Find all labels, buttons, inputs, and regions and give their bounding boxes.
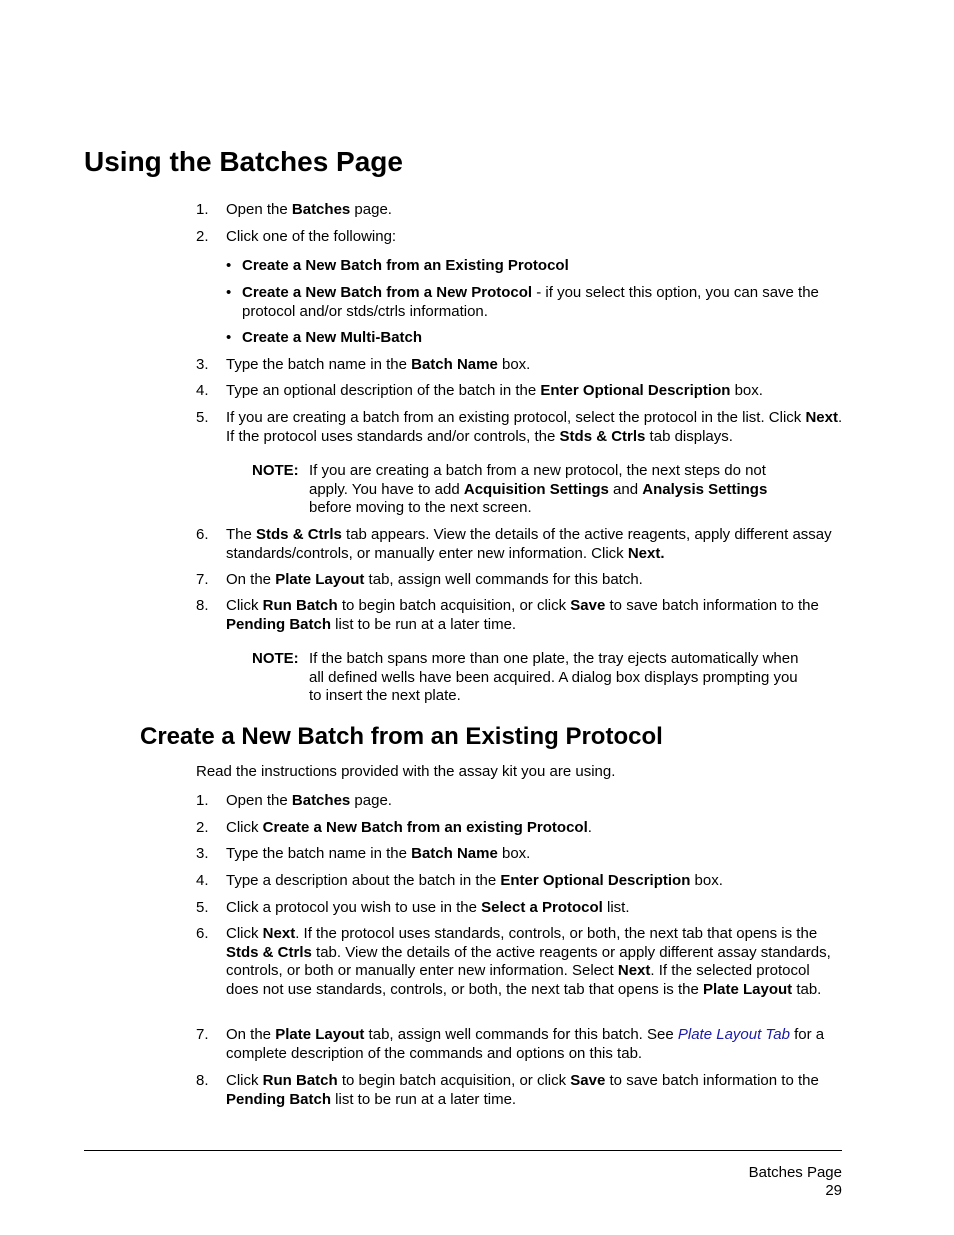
intro-text: Read the instructions provided with the assay kit you are using. <box>196 763 616 780</box>
footer-divider <box>84 1150 842 1151</box>
document-page: Using the Batches Page 1. Open the Batches page. 2. Click one of the following: • Create a New Batch from an Existing Protocol • Create a New Batch from a New Protocol - if you select this option, you can save the protocol and/or stds/ctrls information. • Create a New Multi-Batch 3. Type the batch name in the Batch Name box. 4. Type an optional description of the batch in the Enter Optional Description box. 5. If you are creating a batch from an existing protocol, select the protocol in the list. Click Next. If the protocol uses standards and/or controls, the Stds & Ctrls tab displays. NOTE: If you are creating a batch from a new protocol, the next steps do not apply. You have to add Acquisition Settings and Analysis Settings before moving to the next screen. 6. The Stds & Ctrls tab appears. View the details of the active reagents, apply different assay standards/controls, or manually enter new information. Click Next. 7. On the Plate Layout tab, assign well commands for this batch. 8. Click Run Batch to begin batch acquisition, or click Save to save batch information to the Pending Batch list to be run at a later time. NOTE: If the batch spans more than one plate, the tray ejects automatically when all defined wells have been acquired. A dialog box displays prompting you to insert the next plate. Create a New Batch from an Existing Protocol Read the instructions provided with the assay kit you are using. 1. Open the Batches page. 2. Click Create a New Batch from an existing Protocol. 3. Type the batch name in the Batch Name box. 4. Type a description about the batch in the Enter Optional Description box. 5. Click a protocol you wish to use in the Select a Protocol list. 6. Click Next. If the protocol uses standards, controls, or both, the next tab that opens is the Stds & Ctrls tab. View the details of the active reagents or apply different assay standards, controls, or both or manually enter new information. Select Next. If the selected protocol does not use standards, controls, or both, the next tab that opens is the Plate Layout tab. 7. On the Plate Layout tab, assign well commands for this batch. See Plate Layout Tab for a complete description of the commands and options on this tab. 8. Click Run Batch to begin batch acquisition, or click Save to save batch information to the Pending Batch list to be run at a later time. Batches Page 29 <box>84 146 843 1199</box>
section-heading: Create a New Batch from an Existing Protocol <box>140 723 663 750</box>
footer-page-number: 29 <box>825 1182 842 1199</box>
plate-layout-tab-link[interactable]: Plate Layout Tab <box>677 1026 790 1043</box>
footer-section-name: Batches Page <box>748 1164 842 1181</box>
page-title: Using the Batches Page <box>84 146 403 177</box>
